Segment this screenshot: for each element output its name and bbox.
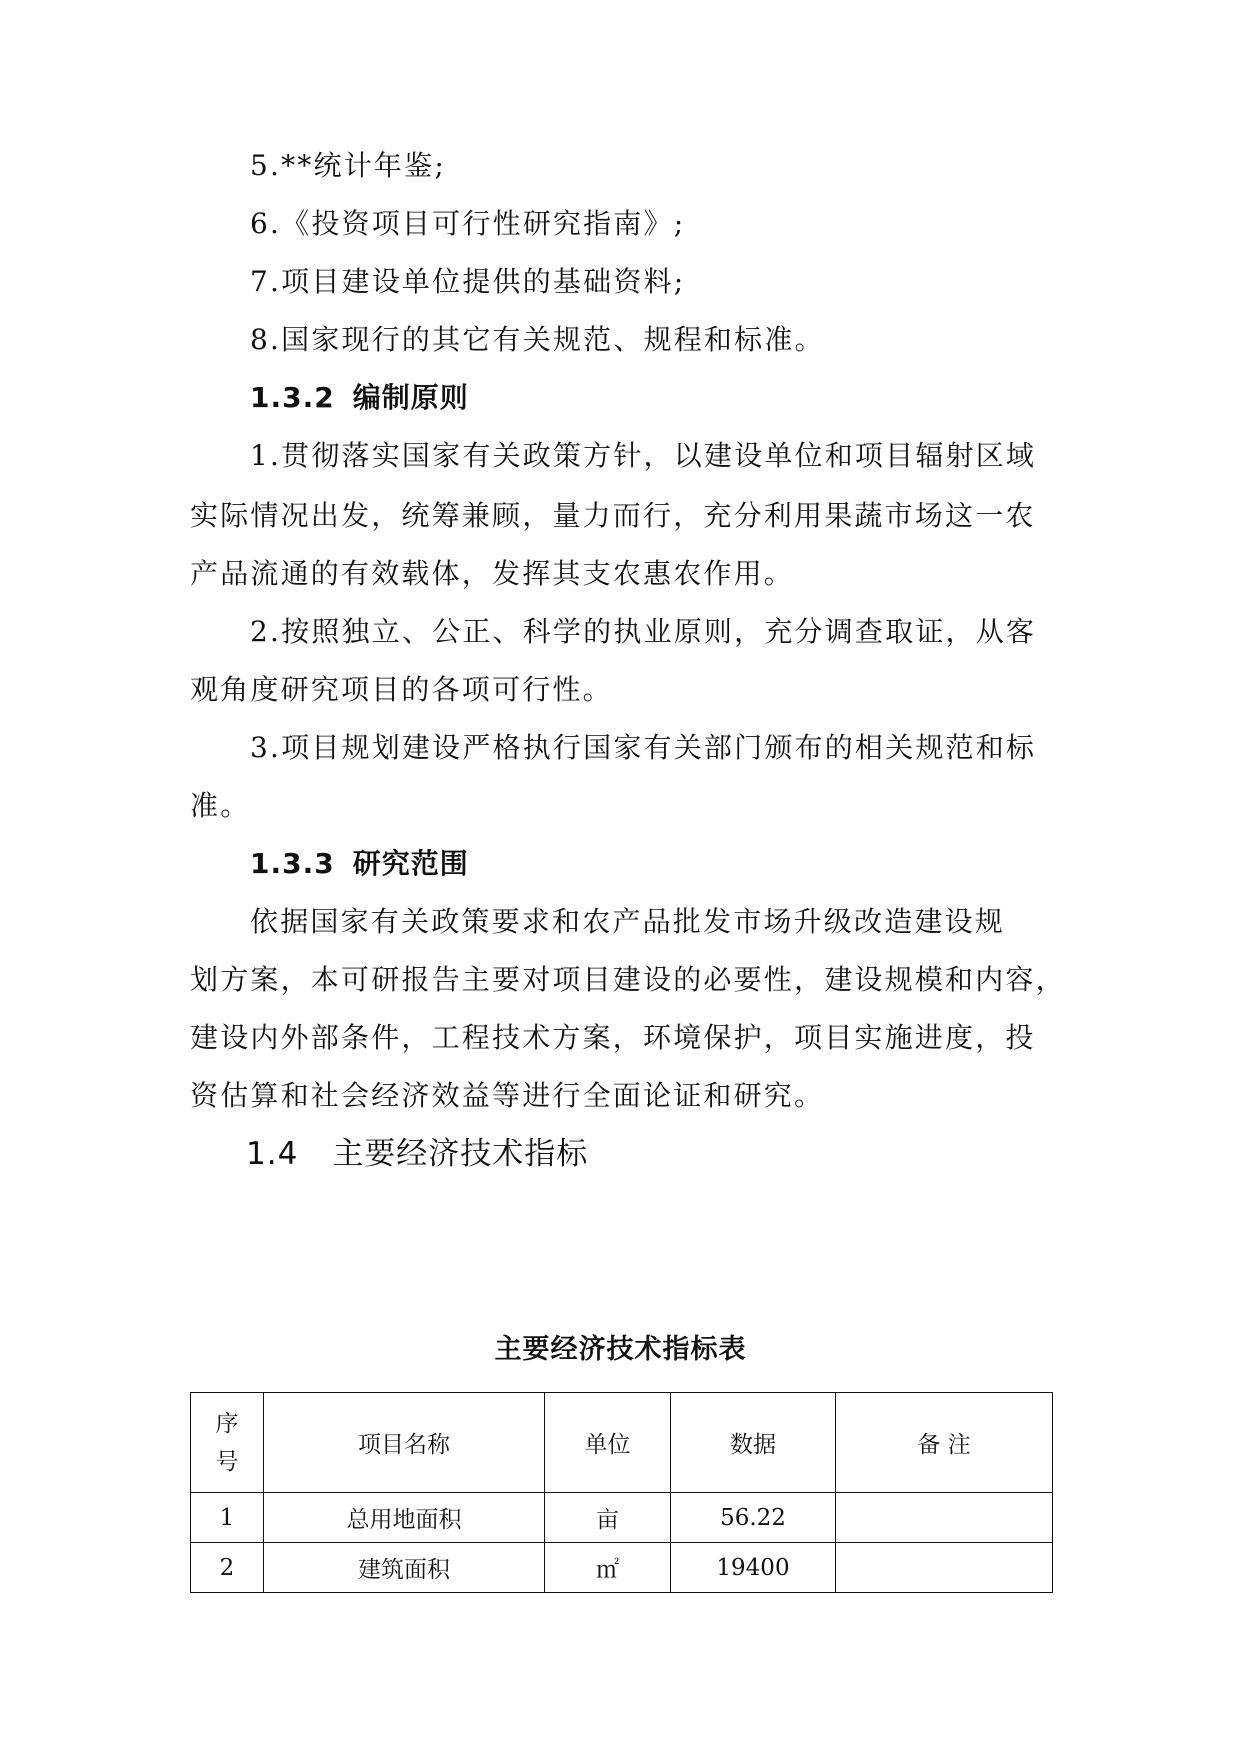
table-title: 主要经济技术指标表 [494, 1334, 747, 1365]
reference-item-7: 7.项目建设单位提供的基础资料; [250, 265, 686, 298]
cell-value: 56.22 [671, 1493, 836, 1543]
paragraph-line: 1.贯彻落实国家有关政策方针，以建设单位和项目辐射区域 [250, 439, 1037, 472]
cell-seq: 2 [191, 1543, 264, 1593]
header-seq [191, 1393, 264, 1493]
header-unit: 单位 [545, 1393, 671, 1493]
section-heading-1-4 [246, 1134, 588, 1174]
paragraph-line: 观角度研究项目的各项可行性。 [190, 673, 613, 706]
section-number: 1.4 [246, 1136, 299, 1172]
cell-name: 建筑面积 [264, 1543, 545, 1593]
table-row [191, 1493, 1053, 1543]
paragraph-line: 实际情况出发，统筹兼顾，量力而行，充分利用果蔬市场这一农 [190, 499, 1036, 532]
cell-name: 总用地面积 [264, 1493, 545, 1543]
reference-item-6: 6.《投资项目可行性研究指南》; [250, 207, 686, 240]
reference-item-8: 8.国家现行的其它有关规范、规程和标准。 [250, 323, 825, 356]
header-seq-line1: 序 [215, 1410, 239, 1437]
cell-remark [836, 1543, 1053, 1593]
cell-unit: ㎡ [545, 1543, 671, 1593]
paragraph-line: 2.按照独立、公正、科学的执业原则，充分调查取证，从客 [250, 615, 1037, 648]
paragraph-line: 划方案，本可研报告主要对项目建设的必要性，建设规模和内容， [190, 963, 1066, 996]
section-number: 1.3.2 [250, 381, 335, 414]
section-number: 1.3.3 [250, 847, 335, 880]
paragraph-line: 依据国家有关政策要求和农产品批发市场升级改造建设规 [250, 905, 1006, 938]
paragraph-line: 准。 [190, 789, 251, 822]
reference-item-5: 5.**统计年鉴; [250, 149, 446, 182]
section-heading-1-3-3 [250, 844, 469, 884]
header-value: 数据 [671, 1393, 836, 1493]
indicators-table [190, 1392, 1053, 1593]
section-title: 编制原则 [352, 381, 469, 414]
table-header-row [191, 1393, 1053, 1493]
header-remark: 备 注 [836, 1393, 1053, 1493]
section-title: 主要经济技术指标 [332, 1136, 589, 1172]
paragraph-line: 资估算和社会经济效益等进行全面论证和研究。 [190, 1079, 825, 1112]
cell-value: 19400 [671, 1543, 836, 1593]
section-title: 研究范围 [352, 847, 469, 880]
header-name: 项目名称 [264, 1393, 545, 1493]
paragraph-line: 产品流通的有效载体，发挥其支农惠农作用。 [190, 557, 795, 590]
cell-unit: 亩 [545, 1493, 671, 1543]
cell-remark [836, 1493, 1053, 1543]
paragraph-line: 建设内外部条件，工程技术方案，环境保护，项目实施进度，投 [190, 1021, 1036, 1054]
header-seq-line2: 号 [215, 1448, 239, 1475]
paragraph-line: 3.项目规划建设严格执行国家有关部门颁布的相关规范和标 [250, 731, 1037, 764]
cell-seq: 1 [191, 1493, 264, 1543]
table-row [191, 1543, 1053, 1593]
section-heading-1-3-2 [250, 378, 469, 418]
